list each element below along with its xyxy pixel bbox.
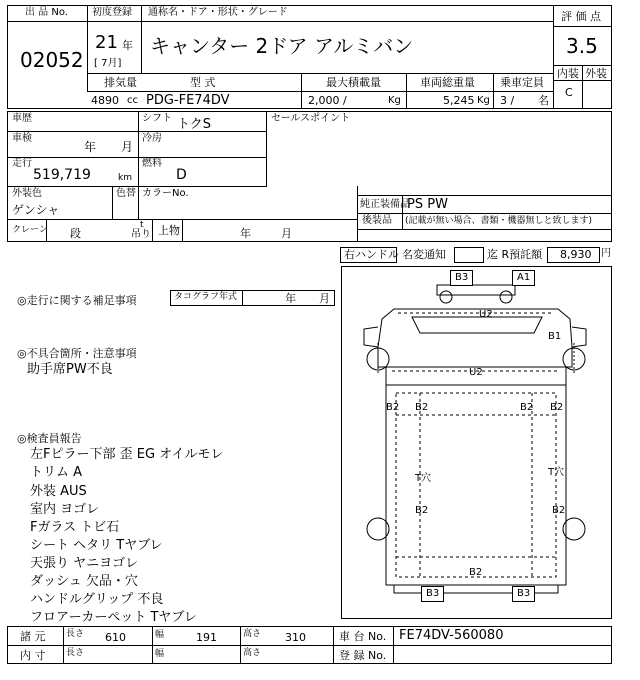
deposit-value: 8,930: [560, 248, 592, 261]
inspector-item: ハンドルグリップ 不良: [30, 592, 164, 607]
damage-mark: T穴: [415, 473, 432, 484]
width-value: 191: [196, 631, 217, 644]
inspector-item: トリム A: [30, 465, 83, 480]
length-label: 長さ: [66, 629, 85, 639]
inspector-item: 天張り ヤニヨゴレ: [30, 556, 139, 571]
max-load-value: 2,000 /: [308, 94, 347, 107]
upper-month: 月: [281, 227, 292, 240]
crane-t: t: [140, 220, 144, 230]
displacement-value: 4890: [91, 94, 119, 107]
model-name: キャンター 2ドア アルミバン: [150, 34, 414, 58]
displacement-label: 排気量: [104, 76, 137, 89]
inspector-item: 左Fピラー下部 歪 EG オイルモレ: [30, 447, 224, 462]
inspection-year: 年: [84, 140, 97, 154]
score-value: 3.5: [566, 34, 598, 58]
crane-stage: 段: [70, 227, 81, 240]
ac-label: 冷房: [142, 133, 162, 144]
damage-mark: B3: [421, 586, 444, 602]
inspector-item: Fガラス トビ石: [30, 520, 120, 535]
damage-mark: B2: [550, 402, 564, 413]
inspector-label: ◎検査員報告: [17, 432, 82, 445]
inspector-item: 室内 ヨゴレ: [30, 502, 100, 517]
model-label: 通称名・ドア・形状・グレード: [148, 7, 288, 18]
transfer-label: 名変通知: [402, 248, 446, 261]
chassis-label: 車 台 No.: [339, 630, 387, 643]
max-load-unit: Kg: [388, 95, 401, 106]
damage-mark: B2: [469, 567, 483, 578]
capacity-label: 乗車定員: [500, 76, 544, 89]
chassis-value: FE74DV-560080: [399, 628, 504, 643]
first-reg-year: 21: [95, 32, 118, 53]
inner-height-label: 高さ: [243, 648, 262, 658]
fuel-label: 燃料: [142, 158, 162, 169]
crane-label: クレーン: [12, 225, 48, 235]
score-label: 評 価 点: [561, 10, 601, 23]
aftermarket-note: (記載が無い場合、書類・機器無しと致します): [405, 216, 593, 226]
gross-weight-value: 5,245: [443, 94, 475, 107]
damage-mark: T穴: [548, 467, 565, 478]
steering-value: 右ハンドル: [344, 248, 399, 261]
history-label: 車歴: [12, 113, 32, 124]
mileage-note: 迄 R預託額: [487, 248, 543, 261]
damage-mark: B3: [450, 270, 473, 286]
capacity-value: 3 /: [500, 94, 515, 107]
selling-points-label: セールスポイント: [271, 113, 351, 124]
upper-year: 年: [240, 227, 251, 240]
exterior-label: 外装: [585, 67, 607, 80]
displacement-unit: cc: [127, 95, 138, 106]
aftermarket-label: 後装品: [362, 215, 392, 226]
shift-value: トクS: [177, 117, 211, 132]
defect-item: 助手席PW不良: [27, 362, 113, 377]
lot-number: 02052: [20, 48, 84, 72]
specs-label: 諸 元: [20, 630, 46, 643]
height-value: 310: [285, 631, 306, 644]
first-reg-label: 初度登録: [92, 7, 132, 18]
gross-weight-label: 車両総重量: [420, 76, 475, 89]
exterior-color-value: ゲンシャ: [12, 203, 60, 217]
color-no-label: 色替: [116, 188, 136, 199]
color-code-label: カラーNo.: [142, 188, 189, 199]
length-value: 610: [105, 631, 126, 644]
driving-label: ◎走行に関する補足事項: [17, 294, 137, 307]
damage-mark: B2: [520, 402, 534, 413]
gross-weight-unit: Kg: [477, 95, 490, 106]
inner-label: 内 寸: [20, 649, 46, 662]
width-label: 幅: [155, 630, 165, 640]
lot-label: 出 品 No.: [25, 7, 68, 18]
deposit-unit: 円: [601, 248, 611, 259]
inspector-item: シート ヘタリ Tヤブレ: [30, 538, 163, 553]
shift-label: シフト: [142, 113, 172, 124]
inspection-label: 車検: [12, 133, 32, 144]
damage-mark: A1: [512, 270, 535, 286]
transfer-box: [454, 247, 484, 263]
max-load-label: 最大積載量: [326, 76, 381, 89]
damage-mark: B2: [386, 402, 400, 413]
capacity-unit: 名: [538, 94, 549, 107]
interior-grade: C: [565, 86, 573, 99]
mileage-unit: km: [118, 173, 132, 183]
inspection-month: 月: [121, 140, 134, 154]
equipment-value: PS PW: [407, 197, 448, 212]
fuel-value: D: [176, 167, 187, 183]
upper-label: 上物: [158, 224, 180, 237]
inspector-item: ダッシュ 欠品・穴: [30, 574, 138, 589]
inspector-item: 外装 AUS: [30, 484, 87, 499]
damage-mark: U2: [469, 367, 483, 378]
first-reg-month: [ 7月]: [94, 58, 122, 69]
damage-mark: B3: [512, 586, 535, 602]
crane-suspend: 吊り: [131, 229, 151, 240]
mileage-label: 走行: [12, 158, 32, 169]
registration-label: 登 録 No.: [339, 649, 387, 662]
height-label: 高さ: [243, 629, 262, 639]
model-code-value: PDG-FE74DV: [146, 93, 230, 108]
damage-mark: B2: [415, 402, 429, 413]
first-reg-year-unit: 年: [122, 39, 133, 52]
damage-mark: B1: [548, 331, 562, 342]
defects-label: ◎不具合箇所・注意事項: [17, 347, 137, 360]
tacho-label: タコグラフ年式: [174, 292, 238, 302]
damage-mark: B2: [552, 505, 566, 516]
interior-label: 内装: [557, 67, 579, 80]
truck-outline: [342, 267, 611, 618]
inner-width-label: 幅: [155, 649, 165, 659]
exterior-color-label: 外装色: [12, 188, 42, 199]
damage-mark: B2: [415, 505, 429, 516]
tacho-month: 月: [319, 292, 330, 305]
mileage-value: 519,719: [33, 167, 91, 183]
inspector-item: フロアーカーペット Tヤブレ: [30, 610, 197, 625]
inner-length-label: 長さ: [66, 648, 85, 658]
tacho-year: 年: [285, 292, 296, 305]
equipment-label: 純正装備品: [360, 199, 410, 210]
damage-mark: U2: [479, 309, 493, 320]
model-code-label: 型 式: [190, 76, 216, 89]
